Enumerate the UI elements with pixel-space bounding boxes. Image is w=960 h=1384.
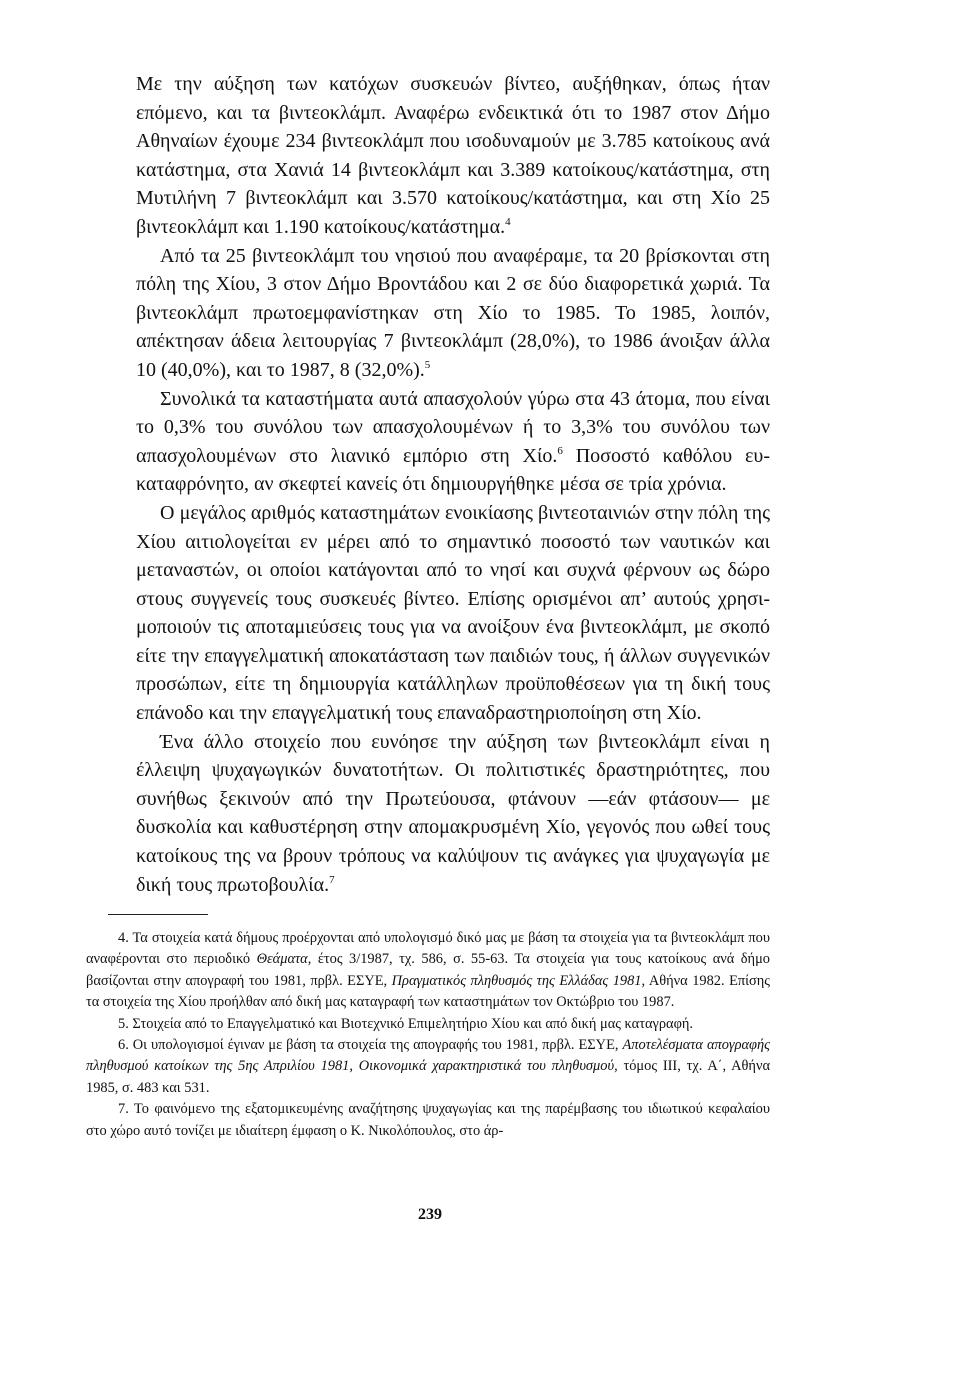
footnote-ref-6[interactable]: 6 (557, 444, 563, 457)
footnote-segment: 4. Τα στοιχεία κατά δήμους προέρχονται από υπολογισμό δικό μας με βάση τα στοιχεία για τα βιντεοκλάμπ που αναφέρονται στο περιοδικό (86, 930, 770, 968)
footnote-segment: Πραγματικός πληθυσμός της Ελλάδας 1981 (391, 972, 642, 989)
paragraph-2 (136, 242, 770, 385)
footnote-7 (86, 1099, 770, 1142)
footnotes (86, 928, 770, 1142)
footnote-6 (86, 1035, 770, 1099)
footnote-segment: , έτος 3/1987, τχ. 586, σ. 55-63. Τα στοιχεία για τους κατοίκους ανά δήμο βασίζονται στην απογραφή του 1981, πρβλ. ΕΣΥΕ, (86, 951, 770, 989)
paragraph-4 (136, 499, 770, 728)
paragraph-1-text: Με την αύξηση των κατόχων συσκευών βίντεο, αυξήθηκαν, όπως ήταν επόμενο, και τα βιντεοκλάμπ. Αναφέρω ενδεικτικά ότι το 1987 στον Δήμο Αθηναίων έχουμε 234 βιντεοκλάμπ που ισοδυναμούν με 3.785 κατοίκους ανά κατάστημα, στα Χανιά 14 βιντεοκλάμπ και 3.389 κατοίκους/κατάστημα, στη Μυτιλήνη 7 βιντεοκλάμπ και 3.570 κατοίκους/κατάστημα, και στη Χίο 25 βιντεοκλάμπ και 1.190 κατοίκους/κατάστημα. (136, 73, 770, 238)
paragraph-5 (136, 728, 770, 900)
paragraph-3-text-a: Συνολικά τα καταστήματα αυτά απασχολούν γύρω στα 43 άτομα, που είναι το 0,3% του συνόλου των απασχολουμένων ή το 3,3% του συνόλου των απασχολουμένων στο λιανικό εμπόριο στη Χίο. (136, 387, 770, 467)
footnote-5 (86, 1014, 770, 1035)
paragraph-5-text: Ένα άλλο στοιχείο που ευνόησε την αύξηση των βιντεοκλάμπ είναι η έλλειψη ψυχαγωγικών δυνατοτήτων. Οι πολιτιστικές δραστηριότητες, που συνήθως ξεκινούν από την Πρωτεύουσα, φτάνουν —εάν φτάσουν— με δυσκολία και καθυστέρηση στην απομακρυσμένη Χίο, γεγονός που ωθεί τους κατοίκους της να βρουν τρόπους να καλύψουν τις ανάγκες για ψυχαγωγία με δική τους πρωτοβουλία. (136, 730, 770, 896)
paragraph-4-text: Ο μεγάλος αριθμός καταστημάτων ενοικίασης βιντεοταινιών στην πόλη της Χίου αιτιολογείται εν μέρει από το σημαντικό ποσοστό των ναυτικών και μεταναστών, οι οποίοι κατάγονται από το νησί και συχνά φέρνουν ως δώρο στους συγγενείς τους συσκευές βίντεο. Επίσης ορισμένοι απ’ αυτούς χρησιμοποιούν τις αποταμιεύσεις τους για να ανοίξουν ένα βιντεοκλάμπ, με σκοπό είτε την επαγγελματική αποκατάσταση των παιδιών τους, ή άλλων συγγενικών προσώπων, είτε τη δημιουργία κατάλληλων προϋποθέσεων για τη δική τους επάνοδο και την επαγγελματική τους επαναδραστηριοποίηση στη Χίο. (136, 501, 770, 725)
footnote-segment: Θεάματα (256, 951, 308, 968)
footnote-4 (86, 928, 770, 1014)
footnote-ref-4[interactable]: 4 (505, 215, 511, 228)
main-text (136, 70, 770, 899)
footnote-segment: 5. Στοιχεία από το Επαγγελματικό και Βιοτεχνικό Επιμελητήριο Χίου και από δική μας καταγραφή. (118, 1015, 694, 1032)
footnote-ref-7[interactable]: 7 (329, 873, 335, 886)
footnote-segment: 7. Το φαινόμενο της εξατομικευμένης αναζήτησης ψυχαγωγίας και της παρέμβασης του ιδιωτικού κεφαλαίου στο χώρο αυτό τονίζει με ιδιαίτερη έμφαση ο Κ. Νικολόπουλος, στο άρ- (86, 1101, 770, 1139)
footnote-segment: , Αθήνα 1982. Επίσης τα στοιχεία της Χίου προήλθαν από δική μας καταγραφή των καταστημάτων τον Οκτώβριο του 1987. (86, 972, 770, 1011)
footnote-segment: Αποτελέσματα απογραφής πληθυσμού κατοίκων της 5ης Απριλίου 1981, Οικονομικά χαρακτηριστικά του πληθυσμού (86, 1037, 770, 1075)
footnote-segment: 6. Οι υπολογισμοί έγιναν με βάση τα στοιχεία της απογραφής του 1981, πρβλ. ΕΣΥΕ, (118, 1037, 623, 1054)
paragraph-2-text: Από τα 25 βιντεοκλάμπ του νησιού που αναφέραμε, τα 20 βρίσκονται στη πόλη της Χίου, 3 στον Δήμο Βροντάδου και 2 σε δύο διαφορετικά χωριά. Τα βιντεοκλάμπ πρωτοεμφανίστηκαν στη Χίο το 1985. Το 1985, λοιπόν, απέκτησαν άδεια λειτουργίας 7 βιντεοκλάμπ (28,0%), το 1986 άνοιξαν άλλα 10 (40,0%), και το 1987, 8 (32,0%). (136, 244, 770, 381)
page-number: 239 (418, 1206, 442, 1223)
paragraph-1 (136, 70, 770, 242)
paragraph-3-text-b: Ποσοστό καθόλου ευκαταφρόνητο, αν σκεφτεί κανείς ότι δημιουργήθηκε μέσα σε τρία χρόνια. (136, 444, 770, 496)
footnote-ref-5[interactable]: 5 (424, 358, 431, 371)
paragraph-3 (136, 385, 770, 499)
footnote-divider (108, 914, 208, 915)
footnote-segment: , τόμος III, τχ. Α΄, Αθήνα 1985, σ. 483 και 531. (86, 1058, 770, 1096)
